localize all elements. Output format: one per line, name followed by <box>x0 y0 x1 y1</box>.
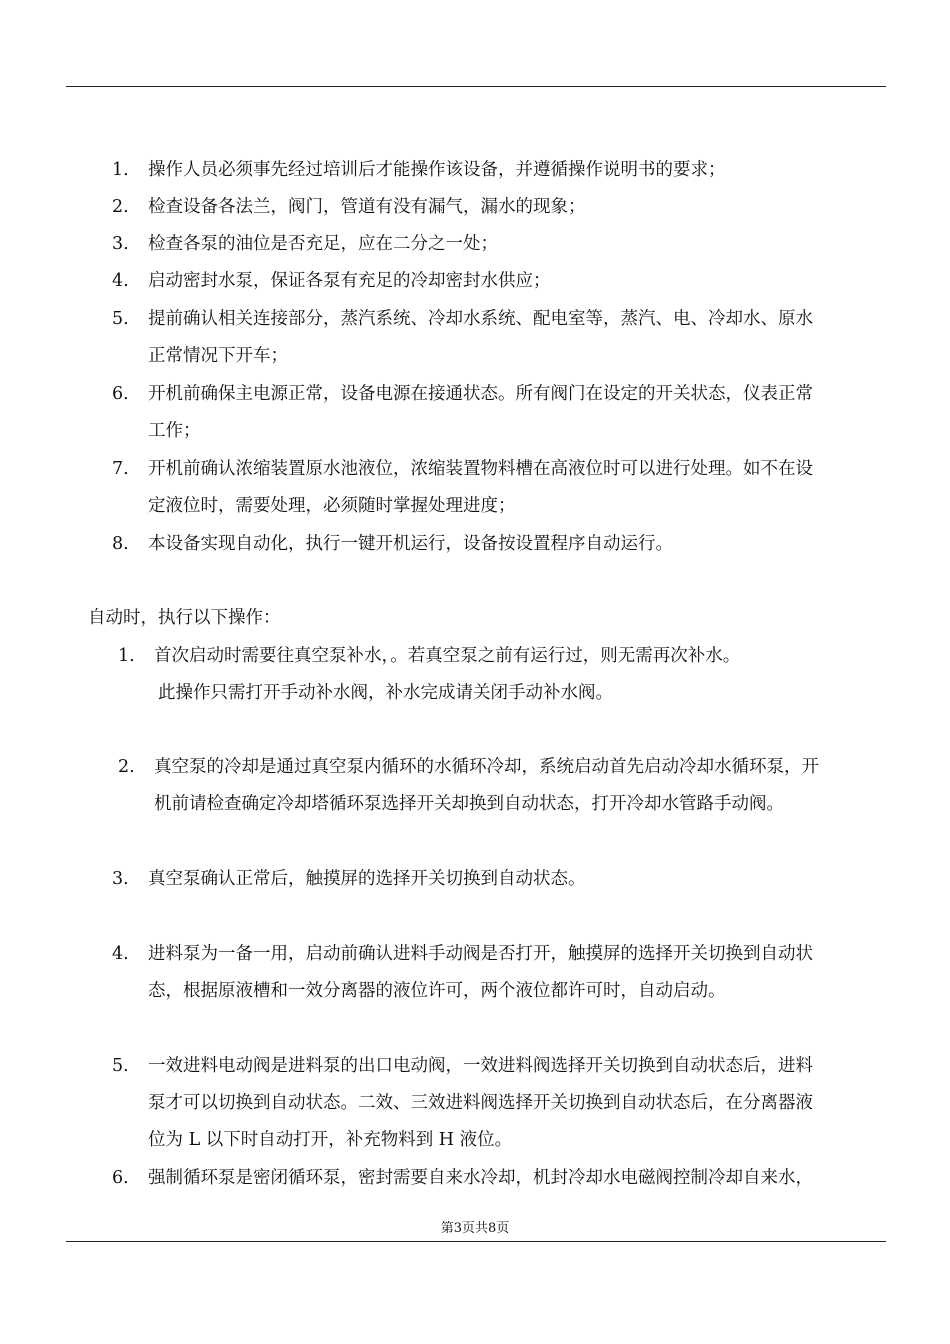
item-text-continued: 正常情况下开车； <box>148 346 288 366</box>
page-footer: 第3页共8页 <box>440 1221 510 1236</box>
section-heading: 自动时，执行以下操作： <box>88 608 281 628</box>
item-text: 首次启动时需要往真空泵补水，。若真空泵之前有运行过，则无需再次补水。 <box>154 646 741 666</box>
item-text: 检查各泵的油位是否充足，应在二分之一处； <box>148 234 498 254</box>
item-text: 真空泵的冷却是通过真空泵内循环的水循环冷却，系统启动首先启动冷却水循环泵，开 <box>154 757 819 777</box>
item-text-continued: 此操作只需打开手动补水阀，补水完成请关闭手动补水阀。 <box>158 683 613 703</box>
item-number: 4. <box>112 944 129 964</box>
item-text: 真空泵确认正常后，触摸屏的选择开关切换到自动状态。 <box>148 869 586 889</box>
item-text: 强制循环泵是密闭循环泵，密封需要自来水冷却，机封冷却水电磁阀控制冷却自来水， <box>148 1168 813 1188</box>
item-text-continued: 定液位时，需要处理，必须随时掌握处理进度； <box>148 496 516 516</box>
item-text: 开机前确认浓缩装置原水池液位，浓缩装置物料槽在高液位时可以进行处理。如不在设 <box>148 459 813 479</box>
item-text: 操作人员必须事先经过培训后才能操作该设备，并遵循操作说明书的要求； <box>148 160 726 180</box>
item-number: 8. <box>112 534 129 554</box>
item-text-continued: 机前请检查确定冷却塔循环泵选择开关却换到自动状态，打开冷却水管路手动阀。 <box>154 794 784 814</box>
item-number: 2. <box>118 757 135 777</box>
item-number: 5. <box>112 1056 129 1076</box>
header-rule <box>66 86 886 87</box>
item-text-continued: 位为 L 以下时自动打开，补充物料到 H 液位。 <box>148 1130 513 1150</box>
item-number: 3. <box>112 869 129 889</box>
item-text: 启动密封水泵，保证各泵有充足的冷却密封水供应； <box>148 271 551 291</box>
item-text-continued: 泵才可以切换到自动状态。二效、三效进料阀选择开关切换到自动状态后，在分离器液 <box>148 1093 813 1113</box>
item-text: 本设备实现自动化，执行一键开机运行，设备按设置程序自动运行。 <box>148 534 673 554</box>
item-number: 4. <box>112 271 129 291</box>
item-number: 2. <box>112 197 129 217</box>
item-number: 6. <box>112 1168 129 1188</box>
item-text: 提前确认相关连接部分，蒸汽系统、冷却水系统、配电室等，蒸汽、电、冷却水、原水 <box>148 309 813 329</box>
item-number: 1. <box>118 646 135 666</box>
item-number: 7. <box>112 459 129 479</box>
item-number: 5. <box>112 309 129 329</box>
item-text: 检查设备各法兰，阀门，管道有没有漏气，漏水的现象； <box>148 197 586 217</box>
item-text-continued: 工作； <box>148 421 201 441</box>
item-text: 进料泵为一备一用，启动前确认进料手动阀是否打开，触摸屏的选择开关切换到自动状 <box>148 944 813 964</box>
footer-rule <box>66 1241 886 1242</box>
item-number: 1. <box>112 160 129 180</box>
item-text: 开机前确保主电源正常，设备电源在接通状态。所有阀门在设定的开关状态，仪表正常 <box>148 384 813 404</box>
item-text-continued: 态，根据原液槽和一效分离器的液位许可，两个液位都许可时，自动启动。 <box>148 981 726 1001</box>
item-number: 3. <box>112 234 129 254</box>
item-number: 6. <box>112 384 129 404</box>
item-text: 一效进料电动阀是进料泵的出口电动阀，一效进料阀选择开关切换到自动状态后，进料 <box>148 1056 813 1076</box>
